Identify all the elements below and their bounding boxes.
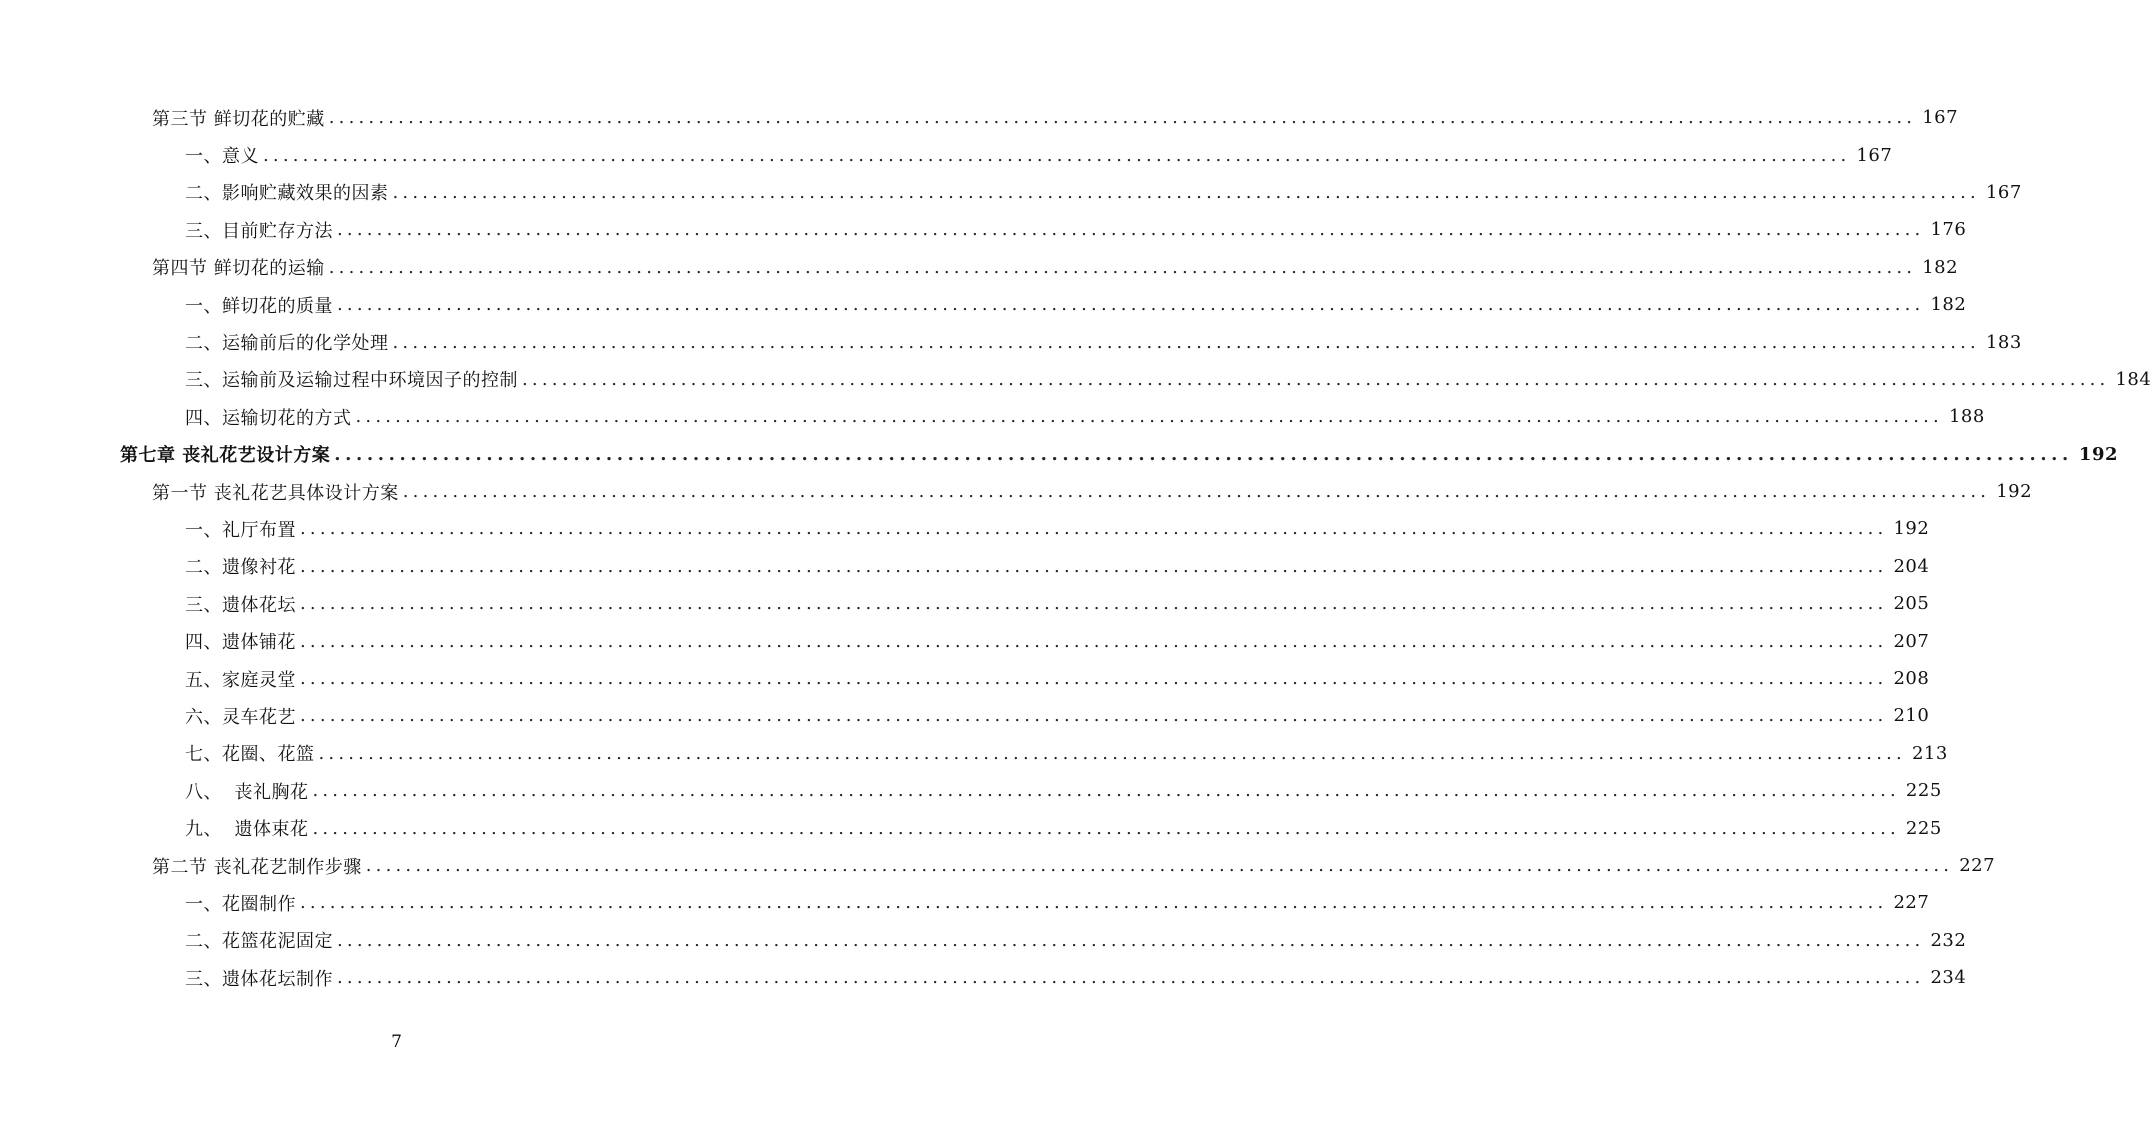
toc-entry-page: 227 — [1959, 855, 1996, 876]
toc-entry-page: 167 — [1856, 144, 1893, 166]
toc-entry-item — [185, 548, 1930, 585]
toc-entry-title: 三、目前贮存方法 — [185, 220, 333, 242]
dot-leader: ................................................................................................................................................................ — [300, 705, 1888, 727]
toc-entry-page: 225 — [1905, 780, 1942, 802]
toc-entry-page: 188 — [1948, 406, 1985, 428]
toc-entry-page: 192 — [1996, 481, 2033, 503]
toc-entry-page: 167 — [1922, 107, 1959, 129]
toc-entry-item — [185, 622, 1930, 659]
toc-entry-item — [185, 510, 1930, 547]
dot-leader: ................................................................................................................................................................ — [328, 256, 1917, 278]
toc-entry-page: 192 — [1893, 518, 1930, 540]
toc-entry-title: 七、花圈、花篮 — [185, 744, 315, 766]
toc-entry-page: 232 — [1930, 929, 1967, 951]
toc-entry-page: 204 — [1893, 555, 1930, 577]
dot-leader: ................................................................................................................................................................ — [337, 929, 1925, 951]
toc-entry-title: 一、意义 — [185, 146, 259, 168]
dot-leader: ................................................................................................................................................................ — [337, 294, 1925, 316]
toc-entry-item — [185, 809, 1942, 846]
dot-leader: ................................................................................................................................................................ — [263, 144, 1851, 166]
toc-entry-title: 一、花圈制作 — [185, 893, 296, 915]
toc-entry-title: 三、遗体花坛制作 — [185, 968, 333, 990]
toc-entry-title: 三、遗体花坛 — [185, 594, 296, 616]
toc-entry-page: 207 — [1893, 630, 1930, 652]
toc-entry-page: 205 — [1893, 593, 1930, 615]
toc-entry-item — [185, 697, 1930, 734]
toc-entry-title: 一、鲜切花的质量 — [185, 295, 333, 317]
toc-entry-page: 208 — [1893, 668, 1930, 690]
toc-entry-page: 183 — [1985, 331, 2022, 353]
toc-entry-page: 167 — [1985, 181, 2022, 203]
dot-leader: ................................................................................................................................................................ — [318, 742, 1906, 764]
toc-entry-item — [185, 884, 1930, 921]
toc-entry-page: 182 — [1922, 256, 1959, 278]
dot-leader: ................................................................................................................................................................ — [312, 780, 1900, 802]
toc-entry-title: 第四节 鲜切花的运输 — [152, 258, 325, 280]
toc-entry-page: 227 — [1893, 892, 1930, 914]
page-number: 7 — [391, 1032, 402, 1052]
toc-entry-title: 二、花篮花泥固定 — [185, 931, 333, 953]
dot-leader: ................................................................................................................................................................ — [300, 668, 1888, 690]
toc-entry-page: 225 — [1905, 817, 1942, 839]
dot-leader: ................................................................................................................................................................ — [300, 892, 1888, 914]
toc-entry-title: 三、运输前及运输过程中环境因子的控制 — [185, 370, 518, 392]
dot-leader: ................................................................................................................................................................ — [312, 817, 1900, 839]
dot-leader: ................................................................................................................................................................ — [337, 219, 1925, 241]
toc-entry-chapter — [120, 436, 2118, 473]
toc-entry-item — [185, 211, 1967, 248]
dot-leader: ................................................................................................................................................................ — [392, 181, 1980, 203]
toc-entry-item — [185, 660, 1930, 697]
table-of-contents — [0, 99, 2151, 996]
toc-entry-page: 213 — [1911, 742, 1948, 764]
dot-leader: ................................................................................................................................................................ — [355, 406, 1943, 428]
toc-entry-title: 二、影响贮藏效果的因素 — [185, 183, 389, 205]
toc-entry-title: 八、 丧礼胸花 — [185, 781, 309, 803]
toc-entry-title: 第三节 鲜切花的贮藏 — [152, 108, 325, 130]
toc-entry-title: 五、家庭灵堂 — [185, 669, 296, 691]
toc-entry-title: 二、运输前后的化学处理 — [185, 333, 389, 355]
toc-entry-item — [185, 735, 1948, 772]
toc-entry-page: 210 — [1893, 705, 1930, 727]
toc-entry-item — [185, 174, 2022, 211]
toc-entry-section — [152, 473, 2033, 510]
toc-entry-section — [152, 847, 1996, 884]
toc-entry-item — [185, 585, 1930, 622]
toc-entry-title: 一、礼厅布置 — [185, 519, 296, 541]
toc-entry-page: 182 — [1930, 294, 1967, 316]
toc-entry-item — [185, 398, 1985, 435]
dot-leader: ................................................................................................................................................................ — [392, 331, 1980, 353]
dot-leader: ................................................................................................................................................................ — [300, 630, 1888, 652]
toc-entry-item — [185, 323, 2022, 360]
toc-entry-title: 四、遗体铺花 — [185, 632, 296, 654]
toc-entry-section — [152, 249, 1959, 286]
toc-entry-item — [185, 361, 2151, 398]
toc-entry-section — [152, 99, 1959, 136]
dot-leader: ................................................................................................................................................................ — [365, 855, 1954, 876]
dot-leader: ................................................................................................................................................................ — [402, 481, 1991, 503]
toc-entry-item — [185, 772, 1942, 809]
dot-leader: ................................................................................................................................................................ — [300, 555, 1888, 577]
toc-entry-item — [185, 922, 1967, 959]
toc-entry-page: 176 — [1930, 219, 1967, 241]
toc-entry-page: 234 — [1930, 967, 1967, 989]
toc-entry-title: 九、 遗体束花 — [185, 819, 309, 841]
toc-entry-page: 192 — [2078, 443, 2118, 465]
toc-entry-item — [185, 959, 1967, 996]
dot-leader: ................................................................................................................................................................ — [334, 443, 2073, 465]
dot-leader: ................................................................................................................................................................ — [337, 967, 1925, 989]
dot-leader: ................................................................................................................................................................ — [328, 107, 1917, 129]
dot-leader: ................................................................................................................................................................ — [300, 593, 1888, 615]
dot-leader: ................................................................................................................................................................ — [522, 368, 2110, 390]
dot-leader: ................................................................................................................................................................ — [300, 518, 1888, 540]
toc-entry-item — [185, 286, 1967, 323]
toc-entry-title: 四、运输切花的方式 — [185, 407, 352, 429]
toc-entry-title: 第一节 丧礼花艺具体设计方案 — [152, 482, 399, 504]
toc-entry-title: 二、遗像衬花 — [185, 557, 296, 579]
toc-entry-title: 六、灵车花艺 — [185, 706, 296, 728]
toc-entry-title: 第二节 丧礼花艺制作步骤 — [152, 856, 362, 878]
toc-entry-page: 184 — [2115, 368, 2151, 390]
toc-entry-title: 第七章 丧礼花艺设计方案 — [120, 445, 331, 467]
toc-entry-item — [185, 136, 1893, 173]
